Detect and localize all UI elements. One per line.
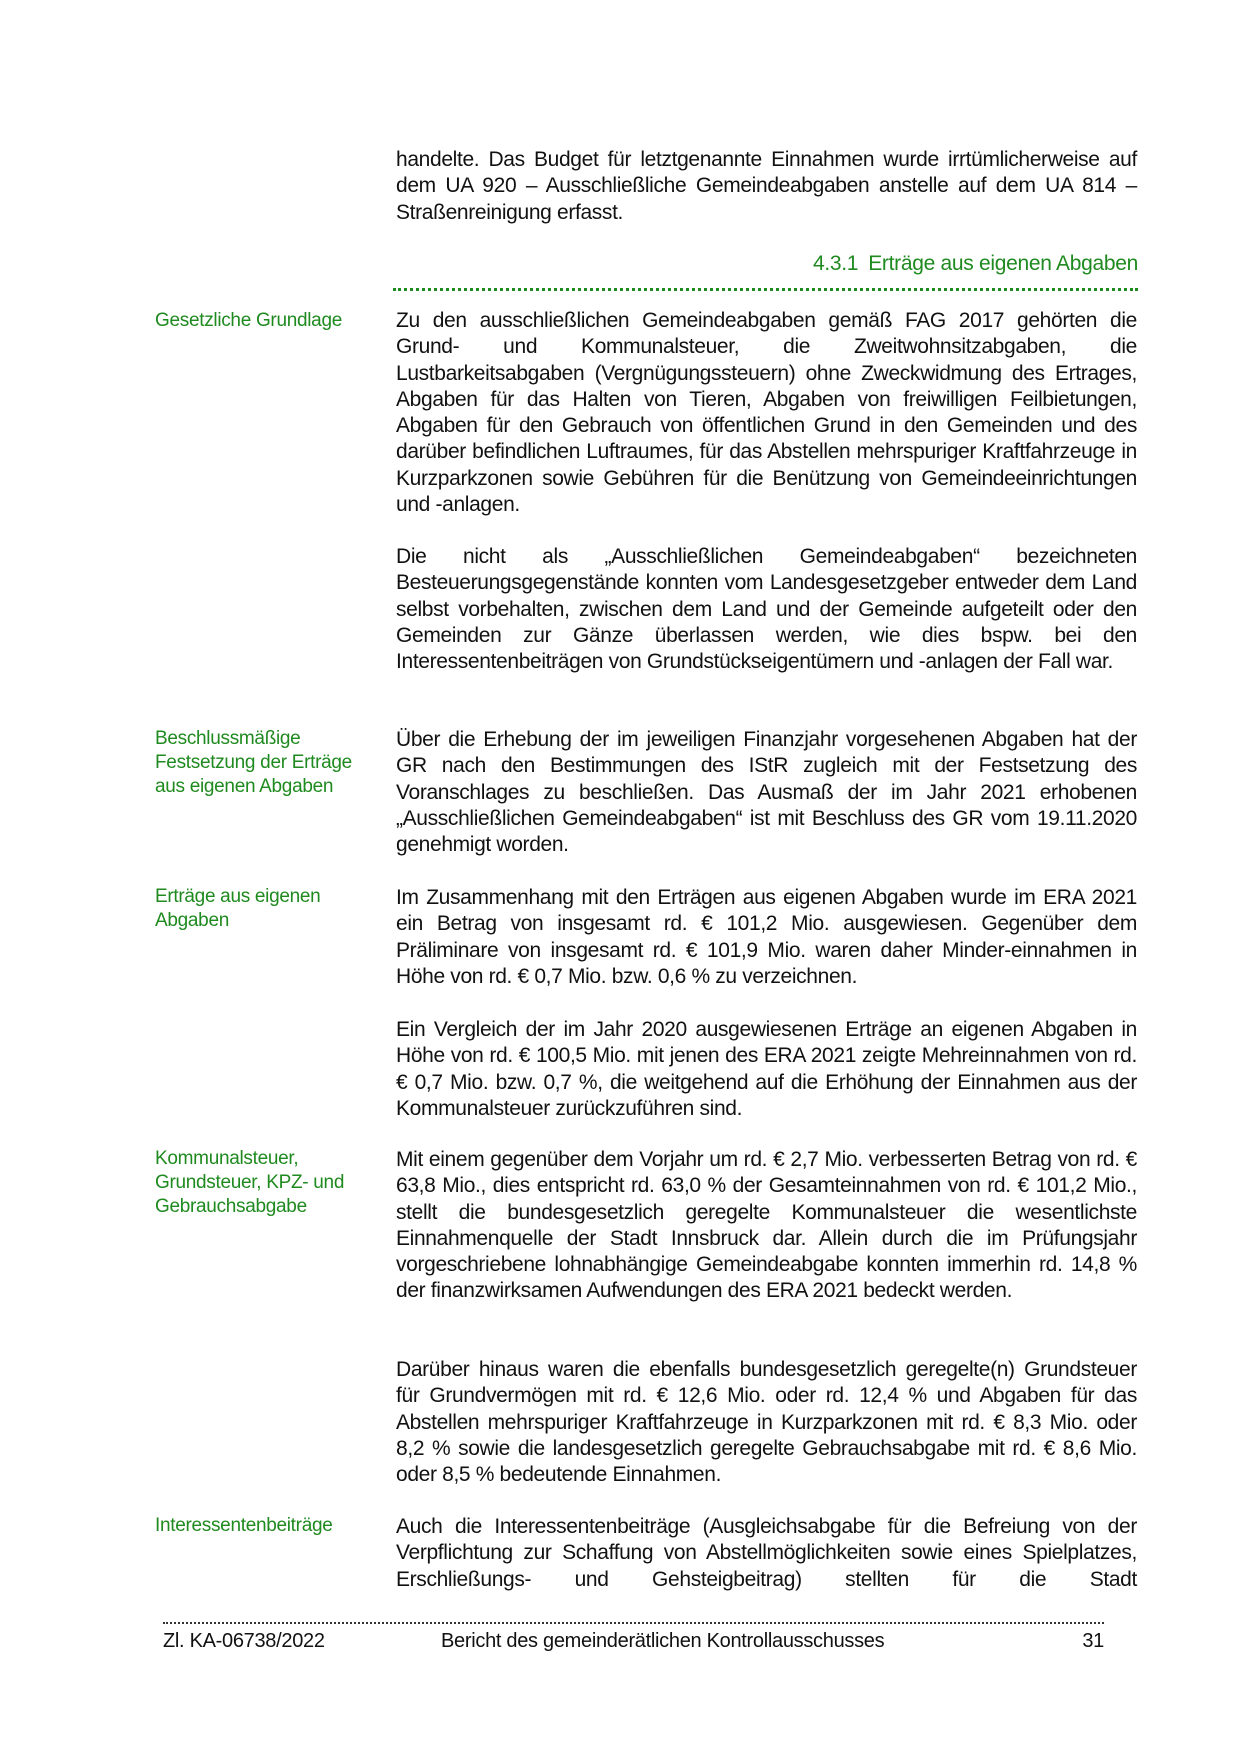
section-number: 4.3.1 xyxy=(812,252,859,275)
margin-note-resolution: Beschlussmäßige Festsetzung der Erträge aus eigenen Abgaben xyxy=(155,728,352,797)
paragraph-own-revenue-1: Im Zusammenhang mit den Erträgen aus eigenen Abgaben wurde im ERA 2021 ein Betrag von insgesamt rd. € 101,2 Mio. ausgewiesen. Gegenüber dem Präliminare von insgesamt rd. € 101,9 Mio. waren daher Minder-einnahmen in Höhe von rd. € 0,7 Mio. bzw. 0,6 % zu verzeichnen. xyxy=(396,886,1137,988)
section-heading xyxy=(393,252,1138,291)
footer-divider xyxy=(163,1622,1104,1624)
margin-note-legal-basis: Gesetzliche Grundlage xyxy=(155,310,342,331)
intro-paragraph: handelte. Das Budget für letztgenannte Einnahmen wurde irrtümlicherweise auf dem UA 920 – Ausschließliche Gemeindeabgaben anstelle auf dem UA 814 – Straßenreinigung erfasst. xyxy=(396,148,1137,224)
footer-reference: Zl. KA-06738/2022 xyxy=(163,1630,325,1652)
paragraph-legal-basis-2: Die nicht als „Ausschließlichen Gemeindeabgaben“ bezeichneten Besteuerungsgegenstände konnten vom Landesgesetzgeber entweder dem Land selbst vorbehalten, zwischen dem Land und der Gemeinde aufgeteilt oder den Gemeinden zur Gänze überlassen werden, wie dies bspw. bei den Interessentenbeiträgen von Grundstückseigentümern und -anlagen der Fall war. xyxy=(396,545,1137,674)
paragraph-resolution: Über die Erhebung der im jeweiligen Finanzjahr vorgesehenen Abgaben hat der GR nach den Bestimmungen des IStR zugleich mit der Festsetzung des Voranschlages zu beschließen. Das Ausmaß der im Jahr 2021 erhobenen „Ausschließlichen Gemeindeabgaben“ ist mit Beschluss des GR vom 19.11.2020 genehmigt worden. xyxy=(396,728,1137,857)
margin-note-own-revenue: Erträge aus eigenen Abgaben xyxy=(155,886,321,931)
paragraph-stakeholder-contributions: Auch die Interessentenbeiträge (Ausgleichsabgabe für die Befreiung von der Verpflichtung zur Schaffung von Abstellmöglichkeiten sowie eines Spielplatzes, Erschließungs- und Gehsteigbeitrag) stellten für die Stadt xyxy=(396,1515,1137,1591)
footer-page-number: 31 xyxy=(1082,1630,1104,1652)
paragraph-legal-basis-1: Zu den ausschließlichen Gemeindeabgaben gemäß FAG 2017 gehörten die Grund- und Kommunalsteuer, die Zweitwohnsitzabgaben, die Lustbarkeitsabgaben (Vergnügungssteuern) ohne Zweckwidmung des Ertrages, Abgaben für das Halten von Tieren, Abgaben von freiwilligen Feilbietungen, Abgaben für den Gebrauch von öffentlichen Grund in den Gemeinden und des darüber befindlichen Luftraumes, für das Abstellen mehrspuriger Kraftfahrzeuge in Kurzparkzonen sowie Gebühren für die Benützung von Gemeindeeinrichtungen und -anlagen. xyxy=(396,309,1137,517)
margin-note-municipal-tax: Kommunalsteuer, Grundsteuer, KPZ- und Gebrauchsabgabe xyxy=(155,1148,345,1217)
paragraph-own-revenue-2: Ein Vergleich der im Jahr 2020 ausgewiesenen Erträge an eigenen Abgaben in Höhe von rd. € 100,5 Mio. mit jenen des ERA 2021 zeigte Mehreinnahmen von rd. € 0,7 Mio. bzw. 0,7 %, die weitgehend auf die Erhöhung der Einnahmen aus der Kommunalsteuer zurückzuführen sind. xyxy=(396,1018,1137,1120)
section-title: Erträge aus eigenen Abgaben xyxy=(868,252,1138,275)
margin-note-stakeholder-contributions: Interessentenbeiträge xyxy=(155,1515,333,1536)
footer-title: Bericht des gemeinderätlichen Kontrollausschusses xyxy=(441,1630,885,1652)
paragraph-municipal-tax-1: Mit einem gegenüber dem Vorjahr um rd. € 2,7 Mio. verbesserten Betrag von rd. € 63,8 Mio., dies entspricht rd. 63,0 % der Gesamteinnahmen von rd. € 101,2 Mio., stellt die bundesgesetzlich geregelte Kommunalsteuer die wesentlichste Einnahmenquelle der Stadt Innsbruck dar. Allein durch die im Prüfungsjahr vorgeschriebene lohnabhängige Gemeindeabgabe konnten immerhin rd. 14,8 % der finanzwirksamen Aufwendungen des ERA 2021 bedeckt werden. xyxy=(396,1148,1137,1303)
paragraph-municipal-tax-2: Darüber hinaus waren die ebenfalls bundesgesetzlich geregelte(n) Grundsteuer für Grundvermögen mit rd. € 12,6 Mio. oder rd. 12,4 % und Abgaben für das Abstellen mehrspuriger Kraftfahrzeuge in Kurzparkzonen mit rd. € 8,3 Mio. oder 8,2 % sowie die landesgesetzlich geregelte Gebrauchsabgabe mit rd. € 8,6 Mio. oder 8,5 % bedeutende Einnahmen. xyxy=(396,1358,1137,1487)
